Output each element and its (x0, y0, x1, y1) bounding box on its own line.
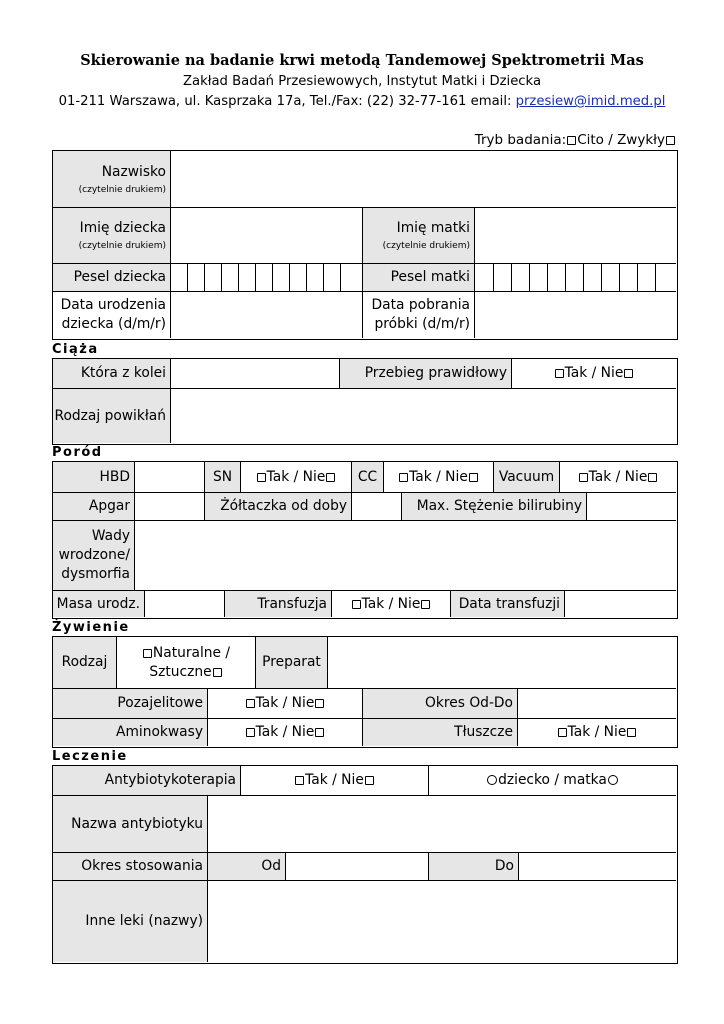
other-drugs-field[interactable] (208, 881, 676, 962)
amino-no-checkbox[interactable] (315, 728, 324, 737)
usage-period-label: Okres stosowania (53, 853, 208, 881)
transfusion-date-label: Data transfuzji (451, 591, 565, 617)
pregnancy-heading: Ciąża (52, 342, 99, 357)
parenteral-yes-checkbox[interactable] (246, 699, 255, 708)
course-yes-checkbox[interactable] (555, 369, 564, 378)
feeding-heading: Żywienie (52, 620, 130, 635)
complications-field[interactable] (171, 389, 676, 443)
natural-checkbox[interactable] (143, 649, 152, 658)
amino-label: Aminokwasy (53, 719, 208, 746)
mother-name-label: Imię matki (czytelnie drukiem) (363, 208, 475, 264)
from-field[interactable] (286, 853, 429, 881)
cc-label: CC (352, 462, 384, 493)
parenteral-no-checkbox[interactable] (315, 699, 324, 708)
mother-pesel-label: Pesel matki (363, 264, 475, 292)
amino-options: Tak / Nie (208, 719, 363, 746)
birth-section (52, 461, 678, 619)
amino-yes-checkbox[interactable] (246, 728, 255, 737)
vacuum-no-checkbox[interactable] (648, 473, 657, 482)
normal-course-options: Tak / Nie (512, 359, 676, 389)
period-label: Okres Od-Do (363, 689, 518, 719)
transfusion-date-field[interactable] (565, 591, 676, 617)
transfusion-yes-checkbox[interactable] (352, 600, 361, 609)
email-link[interactable]: przesiew@imid.med.pl (515, 94, 666, 109)
child-radio[interactable] (487, 775, 497, 785)
mother-radio[interactable] (608, 775, 618, 785)
jaundice-field[interactable] (352, 493, 402, 521)
preparation-label: Preparat (256, 637, 328, 689)
sn-no-checkbox[interactable] (326, 473, 335, 482)
defects-field[interactable] (135, 521, 676, 591)
parenteral-options: Tak / Nie (208, 689, 363, 719)
sn-options: Tak / Nie (241, 462, 352, 493)
vacuum-label: Vacuum (494, 462, 560, 493)
treatment-heading: Leczenie (52, 749, 128, 764)
weight-label: Masa urodz. (53, 591, 145, 617)
antibiotics-yes-checkbox[interactable] (295, 776, 304, 785)
fats-yes-checkbox[interactable] (558, 728, 567, 737)
birth-heading: Poród (52, 445, 103, 460)
antibiotics-label: Antybiotykoterapia (53, 766, 241, 796)
antibiotics-options: Tak / Nie (241, 766, 429, 796)
sn-yes-checkbox[interactable] (257, 473, 266, 482)
child-name-label: Imię dziecka (czytelnie drukiem) (53, 208, 171, 264)
fats-label: Tłuszcze (363, 719, 518, 746)
defects-label: Wady wrodzone/ dysmorfia (53, 521, 135, 591)
other-drugs-label: Inne leki (nazwy) (53, 881, 208, 962)
hbd-field[interactable] (135, 462, 205, 493)
which-pregnancy-label: Która z kolei (53, 359, 171, 389)
sample-date-field[interactable] (475, 292, 676, 338)
birth-date-label: Data urodzenia dziecka (d/m/r) (53, 292, 171, 338)
antibiotic-name-field[interactable] (208, 796, 676, 853)
normal-course-label: Przebieg prawidłowy (340, 359, 512, 389)
surname-field[interactable] (171, 151, 676, 208)
vacuum-options: Tak / Nie (560, 462, 676, 493)
fats-no-checkbox[interactable] (627, 728, 636, 737)
transfusion-no-checkbox[interactable] (421, 600, 430, 609)
hbd-label: HBD (53, 462, 135, 493)
bilirubin-label: Max. Stężenie bilirubiny (402, 493, 587, 521)
jaundice-label: Żółtaczka od doby (205, 493, 352, 521)
test-mode: Tryb badania: Cito / Zwykły (475, 132, 676, 148)
antibiotics-no-checkbox[interactable] (365, 776, 374, 785)
child-name-field[interactable] (171, 208, 363, 264)
which-pregnancy-field[interactable] (171, 359, 340, 389)
transfusion-options: Tak / Nie (332, 591, 451, 617)
feeding-type-options: Naturalne / Sztuczne (117, 637, 256, 689)
bilirubin-field[interactable] (587, 493, 676, 521)
sample-date-label: Data pobrania próbki (d/m/r) (363, 292, 475, 338)
patient-section (52, 150, 678, 340)
vacuum-yes-checkbox[interactable] (579, 473, 588, 482)
transfusion-label: Transfuzja (225, 591, 332, 617)
cc-yes-checkbox[interactable] (399, 473, 408, 482)
normal-label: Zwykły (617, 132, 665, 148)
to-label: Do (429, 853, 519, 881)
institution-address (0, 94, 724, 109)
to-field[interactable] (519, 853, 676, 881)
test-mode-label: Tryb badania: (474, 132, 567, 148)
feeding-type-label: Rodzaj (53, 637, 117, 689)
preparation-field[interactable] (328, 637, 676, 689)
normal-checkbox[interactable] (666, 136, 675, 145)
treatment-section (52, 765, 678, 964)
cito-checkbox[interactable] (567, 136, 576, 145)
weight-field[interactable] (145, 591, 225, 617)
cito-label: Cito (577, 132, 604, 148)
from-label: Od (208, 853, 286, 881)
artificial-checkbox[interactable] (213, 668, 222, 677)
birth-date-field[interactable] (171, 292, 363, 338)
form-title: Skierowanie na badanie krwi metodą Tandemowej Spektrometrii Mas (80, 52, 644, 69)
cc-options: Tak / Nie (384, 462, 494, 493)
apgar-field[interactable] (135, 493, 205, 521)
address-text: 01-211 Warszawa, ul. Kasprzaka 17a, Tel./Fax: (22) 32-77-161 email: (58, 94, 516, 109)
mother-pesel-field[interactable] (475, 264, 676, 292)
child-pesel-field[interactable] (171, 264, 363, 292)
fats-options: Tak / Nie (518, 719, 676, 746)
cc-no-checkbox[interactable] (469, 473, 478, 482)
surname-label: Nazwisko (czytelnie drukiem) (53, 151, 171, 208)
complications-label: Rodzaj powikłań (53, 389, 171, 443)
antibiotic-name-label: Nazwa antybiotyku (53, 796, 208, 853)
period-field[interactable] (518, 689, 676, 719)
sn-label: SN (205, 462, 241, 493)
mother-name-field[interactable] (475, 208, 676, 264)
parenteral-label: Pozajelitowe (53, 689, 208, 719)
apgar-label: Apgar (53, 493, 135, 521)
course-no-checkbox[interactable] (624, 369, 633, 378)
feeding-section (52, 636, 678, 748)
child-mother-options: dziecko / matka (429, 766, 676, 796)
child-pesel-label: Pesel dziecka (53, 264, 171, 292)
institution-name: Zakład Badań Przesiewowych, Instytut Matki i Dziecka (182, 74, 542, 89)
pregnancy-section (52, 358, 678, 445)
